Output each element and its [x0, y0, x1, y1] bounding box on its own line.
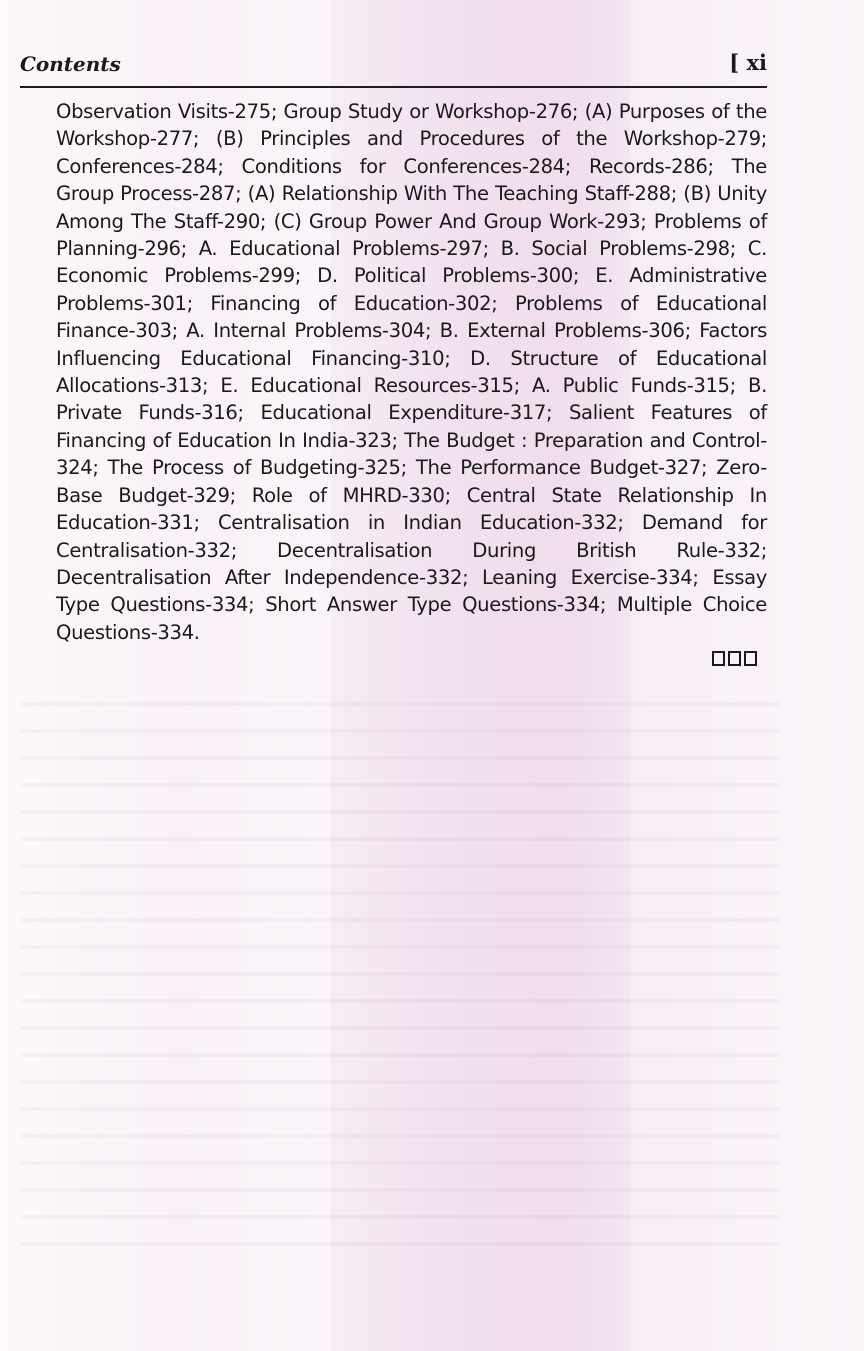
contents-paragraph: Observation Visits-275; Group Study or Workshop-276; (A) Purposes of the Workshop-277; (B) Principles and Procedures of the Workshop-279; Conferences-284; Conditions for Conferences-284; Records-286; The Group Process-287; (A) Relationship With The Teaching Staff-288; (B) Unity Among The Staff-290; (C) Group Power And Group Work-293; Problems of Planning-296; A. Educational Problems-297; B. Social Problems-298; C. Economic Problems-299; D. Political Problems-300; E. Administrative Problems-301; Financing of Education-302; Problems of Educational Finance-303; A. Internal Problems-304; B. External Problems-306; Factors Influencing Educational Financing-310; D. Structure of Educational Allocations-313; E. Educational Resources-315; A. Public Funds-315; B. Private Funds-316; Educational Expenditure-317; Salient Features of Financing of Education In India-323; The Budget : Preparation and Control-324; The Process of Budgeting-325; The Performance Budget-327; Zero-Base Budget-329; Role of MHRD-330; Central State Relationship In Education-331; Centralisation in Indian Education-332; Demand for Centralisation-332; Decentralisation During British Rule-332; Decentralisation After Independence-332; Leaning Exercise-334; Essay Type Questions-334; Short Answer Type Questions-334; Multiple Choice Questions-334.	[56, 100, 767, 644]
page-header	[20, 50, 767, 88]
running-head: Contents	[20, 52, 121, 76]
square-icon	[728, 651, 741, 666]
show-through-texture	[20, 690, 780, 1250]
square-icon	[712, 651, 725, 666]
page-number: [ xi	[729, 50, 767, 75]
three-squares-end-mark-icon	[712, 651, 757, 666]
square-icon	[744, 651, 757, 666]
